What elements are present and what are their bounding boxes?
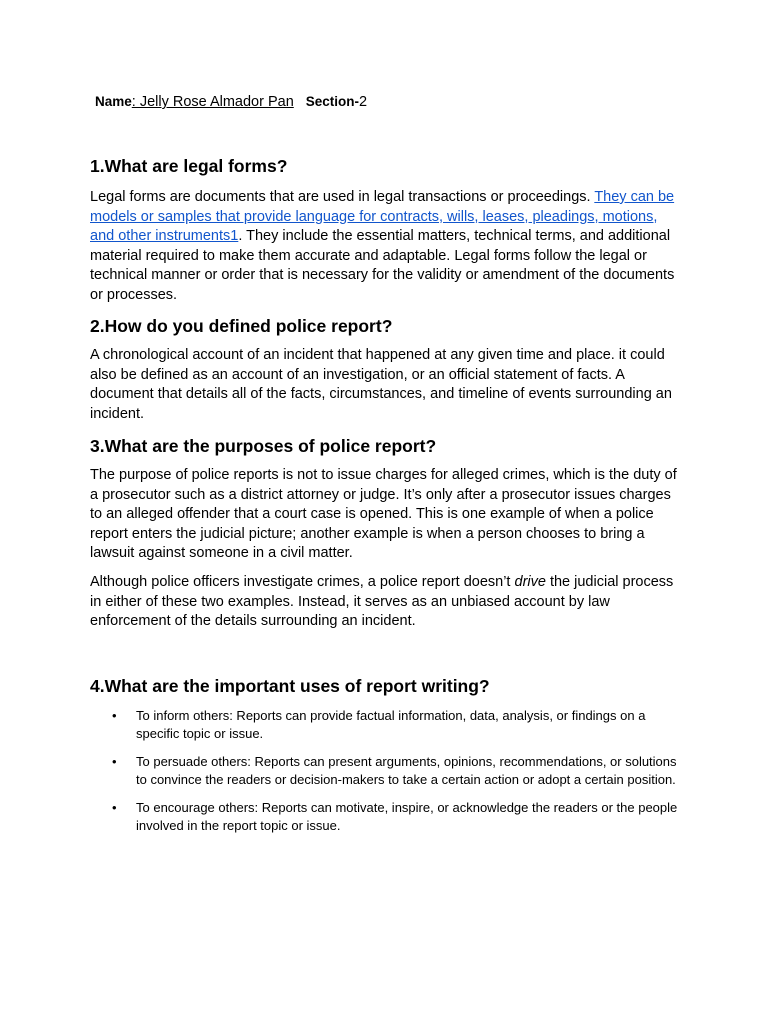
list-item [90, 799, 690, 835]
answer-1-text-start: Legal forms are documents that are used in legal transactions or proceedings. [90, 189, 595, 205]
student-name: : Jelly Rose Almador Pan [131, 94, 294, 110]
question-1-heading: 1.What are legal forms? [90, 156, 288, 176]
instruments-link[interactable]: They can be models or samples that provide language for contracts, wills, leases, pleadings, motions, and other instruments1 [90, 189, 675, 244]
section-label: Section- [305, 94, 360, 109]
list-item-text: To persuade others: Reports can present arguments, opinions, recommendations, or solutions to convince the readers or decision-makers to take a certain action or adopt a certain position. [136, 754, 677, 787]
answer-3-paragraph-2 [90, 573, 682, 632]
answer-2-paragraph: A chronological account of an incident that happened at any given time and place. it could also be defined as an account of an investigation, or an official statement of facts. A document that details all of the facts, circumstances, and timeline of events surrounding an incident. [90, 347, 672, 422]
section-number: 2 [359, 94, 368, 110]
bullet-icon: • [112, 800, 117, 815]
list-item [90, 707, 690, 743]
emphasis-drive: drive [514, 574, 546, 590]
answer-3-paragraph-1: The purpose of police reports is not to issue charges for alleged crimes, which is the duty of a prosecutor such as a district attorney or judge. It’s only after a prosecutor issues charges to an alleged offender that a court case is opened. This is one example of when a police report enters the judicial picture; another example is when a person chooses to bring a lawsuit against someone in a civil matter. [90, 467, 677, 561]
uses-bullet-list [90, 707, 690, 845]
answer-3-text-end: the judicial process in either of these two examples. Instead, it serves as an unbiased account by law enforcement of the details surrounding an incident. [90, 574, 674, 629]
answer-1-text-end: . They include the essential matters, technical terms, and additional material required to make them accurate and adaptable. Legal forms follow the legal or technical manner or order that is necessary for the validity or amendment of the documents or processes. [90, 228, 675, 303]
name-label: Name [95, 94, 132, 109]
name-section-line [95, 93, 367, 111]
list-item-text: To inform others: Reports can provide factual information, data, analysis, or findings on a specific topic or issue. [136, 708, 646, 741]
answer-1-paragraph [90, 188, 682, 305]
bullet-icon: • [112, 708, 117, 723]
bullet-icon: • [112, 754, 117, 769]
question-3-heading: 3.What are the purposes of police report? [90, 436, 437, 456]
answer-3-text-start: Although police officers investigate crimes, a police report doesn’t [90, 574, 515, 590]
question-2-heading: 2.How do you defined police report? [90, 316, 393, 336]
list-item-text: To encourage others: Reports can motivate, inspire, or acknowledge the readers or the people involved in the report topic or issue. [136, 800, 678, 833]
list-item [90, 753, 690, 789]
question-4-heading: 4.What are the important uses of report writing? [90, 676, 490, 696]
